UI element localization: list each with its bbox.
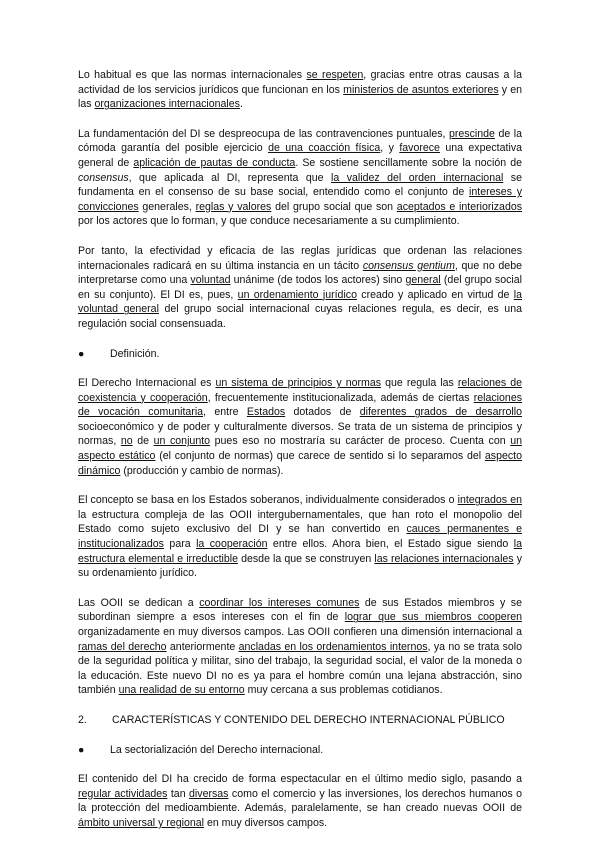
paragraph-6 (78, 596, 522, 698)
underlined-phrase: no (120, 435, 133, 448)
underlined-phrase: relaciones de vocación comunitaria (78, 391, 523, 419)
underlined-phrase: la cooperación (196, 538, 268, 551)
underlined-phrase: la voluntad general (78, 288, 522, 316)
text-run: del grupo social internacional cuyas relaciones regula, es decir, es una regulación social consensuada. (78, 303, 522, 330)
underlined-phrase: las relaciones internacionales (374, 552, 514, 565)
text-run: creado y aplicado en virtud de (357, 288, 514, 301)
text-run: (del grupo social en su conjunto). El DI es, pues, (78, 274, 522, 301)
underlined-phrase: prescinde (448, 127, 495, 140)
text-run: El contenido del DI ha crecido de forma espectacular en el último medio siglo, pasando a (78, 773, 522, 786)
underlined-phrase: relaciones de coexistencia y cooperación (78, 377, 522, 404)
underlined-phrase: aceptados e interiorizados (396, 200, 523, 213)
text-run: , ya no se trata solo de la seguridad política y militar, sino del trabajo, la seguridad social, el valor de la moneda o la educación. Este nuevo DI no es ya para el hombre común una lejana abstracción, sino también (78, 640, 523, 697)
bullet-dot: ● (78, 347, 85, 360)
paragraph-2 (78, 127, 522, 229)
underlined-phrase: se respeten (306, 69, 364, 81)
underlined-phrase: cauces permanentes e institucionalizados (78, 523, 522, 551)
text-run: anteriormente (166, 640, 239, 653)
section-heading (78, 713, 522, 728)
text-run: Las OOII se dedican a (78, 596, 200, 609)
text-run: entre ellos. Ahora bien, el Estado sigue siendo (267, 538, 514, 551)
underlined-phrase: coordinar los intereses comunes (199, 596, 360, 609)
italic-phrase: consensus gentium (362, 259, 455, 272)
text-run: como el comercio y las inversiones, los derechos humanos o la protección del medioambiente. Además, paralelamente, se han creado nuevas OOII de (78, 787, 522, 815)
text-run: y en las (78, 83, 523, 111)
text-run: , frecuentemente institucionalizada, además de ciertas (207, 391, 474, 404)
text-run: (producción y cambio de normas). (120, 464, 284, 477)
paragraph-7 (78, 772, 522, 830)
text-run: de sus Estados miembros y se subordinan siempre a esos intereses con el fin de (78, 596, 522, 624)
underlined-phrase: la validez del orden internacional (331, 171, 504, 184)
underlined-phrase (363, 260, 455, 272)
bullet-text: La sectorialización del Derecho internacional. (110, 743, 324, 756)
paragraph-3 (78, 244, 522, 332)
text-run: que regula las (381, 377, 458, 390)
text-run: para (163, 538, 197, 551)
underlined-phrase: favorece (399, 142, 440, 155)
text-run: por los actores que lo forman, y que conduce necesariamente a su cumplimiento. (78, 215, 460, 228)
text-run: tan (167, 787, 190, 800)
text-run: organizadamente en muy diversos campos. Las OOII confieren una dimensión internacional a (78, 626, 522, 638)
underlined-phrase: un conjunto (153, 435, 211, 448)
text-run: la estructura compleja de las OOII intergubernamentales, que han roto el monopolio del Estado como sujeto exclusivo del DI y se han convertido en (78, 508, 522, 536)
text-run: y su ordenamiento jurídico. (78, 552, 522, 580)
text-run: pues eso no mostraría su carácter de proceso. Cuenta con (210, 435, 511, 448)
bullet-dot: ● (78, 743, 85, 756)
underlined-phrase: ramas del derecho (78, 640, 167, 653)
underlined-phrase: reglas y valores (195, 200, 272, 213)
text-run: , y (380, 142, 400, 155)
underlined-phrase: ministerios de asuntos exteriores (343, 83, 499, 96)
bullet-sectorializacion (78, 743, 522, 758)
text-run: Lo habitual es que las normas internacionales (78, 69, 307, 81)
text-run: una expectativa general de (78, 142, 523, 169)
text-run: muy cercana a sus problemas cotidianos. (244, 684, 443, 697)
bullet-text: Definición. (110, 347, 160, 360)
underlined-phrase: un aspecto estático (78, 435, 523, 463)
underlined-phrase: ancladas en los ordenamientos internos (238, 640, 428, 653)
text-run: , gracias entre otras causas a la actividad de los servicios jurídicos que funcionan en los (78, 69, 523, 96)
underlined-phrase: voluntad (190, 274, 231, 287)
text-run: del grupo social que son (271, 200, 397, 213)
underlined-phrase: aspecto dinámico (78, 450, 523, 477)
text-run: (el conjunto de normas) que carece de sentido si lo separamos del (155, 450, 485, 463)
text-run: desde la que se construyen (238, 552, 375, 565)
underlined-phrase: Estados (246, 406, 286, 419)
underlined-phrase: intereses y convicciones (78, 186, 523, 213)
paragraph-4 (78, 376, 522, 478)
underlined-phrase: ámbito universal y regional (78, 816, 205, 829)
section-number: 2. (78, 713, 87, 726)
text-run: , que aplicada al DI, representa que (128, 171, 331, 184)
text-run: dotados de (285, 406, 360, 419)
text-run: , que no debe interpretarse como una (78, 259, 522, 287)
text-run: de la cómoda garantía del posible ejercicio (78, 127, 523, 155)
underlined-phrase: un sistema de principios y normas (215, 377, 382, 390)
text-run: La fundamentación del DI se despreocupa de las contravenciones puntuales, (78, 127, 449, 140)
underlined-phrase: integrados en (457, 494, 522, 507)
text-run: se fundamenta en el consenso de su base social, entendido como el conjunto de (78, 171, 522, 199)
text-run: de (132, 435, 154, 448)
italic-phrase: consensus (78, 171, 129, 184)
text-run: El Derecho Internacional es (78, 377, 216, 390)
underlined-phrase: una realidad de su entorno (118, 684, 245, 697)
paragraph-1 (78, 68, 522, 112)
text-run: en muy diversos campos. (204, 816, 328, 829)
section-title: CARACTERÍSTICAS Y CONTENIDO DEL DERECHO INTERNACIONAL PÚBLICO (112, 713, 505, 726)
underlined-phrase: regular actividades (78, 787, 168, 800)
underlined-phrase: general (405, 274, 441, 287)
text-run: , entre (203, 406, 247, 419)
text-run: unánime (de todos los actores) sino (230, 274, 406, 287)
text-run: generales, (138, 200, 196, 213)
text-run: . (239, 98, 243, 111)
underlined-phrase: de una coacción física (268, 142, 381, 155)
underlined-phrase: la estructura elemental e irreductible (78, 538, 523, 565)
underlined-phrase: diversas (189, 787, 229, 800)
text-run: socioeconómico y de poder y culturalmente diversos. Se trata de un sistema de principios y normas, (78, 420, 522, 448)
underlined-phrase: organizaciones internacionales (94, 98, 240, 111)
text-run: . Se sostiene sencillamente sobre la noción de (295, 156, 522, 169)
paragraph-5 (78, 493, 522, 581)
text-run: El concepto se basa en los Estados soberanos, individualmente considerados o (78, 494, 458, 507)
underlined-phrase: lograr que sus miembros cooperen (344, 611, 523, 624)
underlined-phrase: un ordenamiento jurídico (237, 288, 357, 301)
bullet-definicion (78, 347, 522, 362)
text-run: Por tanto, la efectividad y eficacia de las reglas jurídicas que ordenan las relaciones internacionales radicará en su última instancia en un tácito (78, 244, 522, 272)
underlined-phrase: diferentes grados de desarrollo (359, 406, 523, 419)
underlined-phrase: aplicación de pautas de conducta (133, 156, 296, 169)
